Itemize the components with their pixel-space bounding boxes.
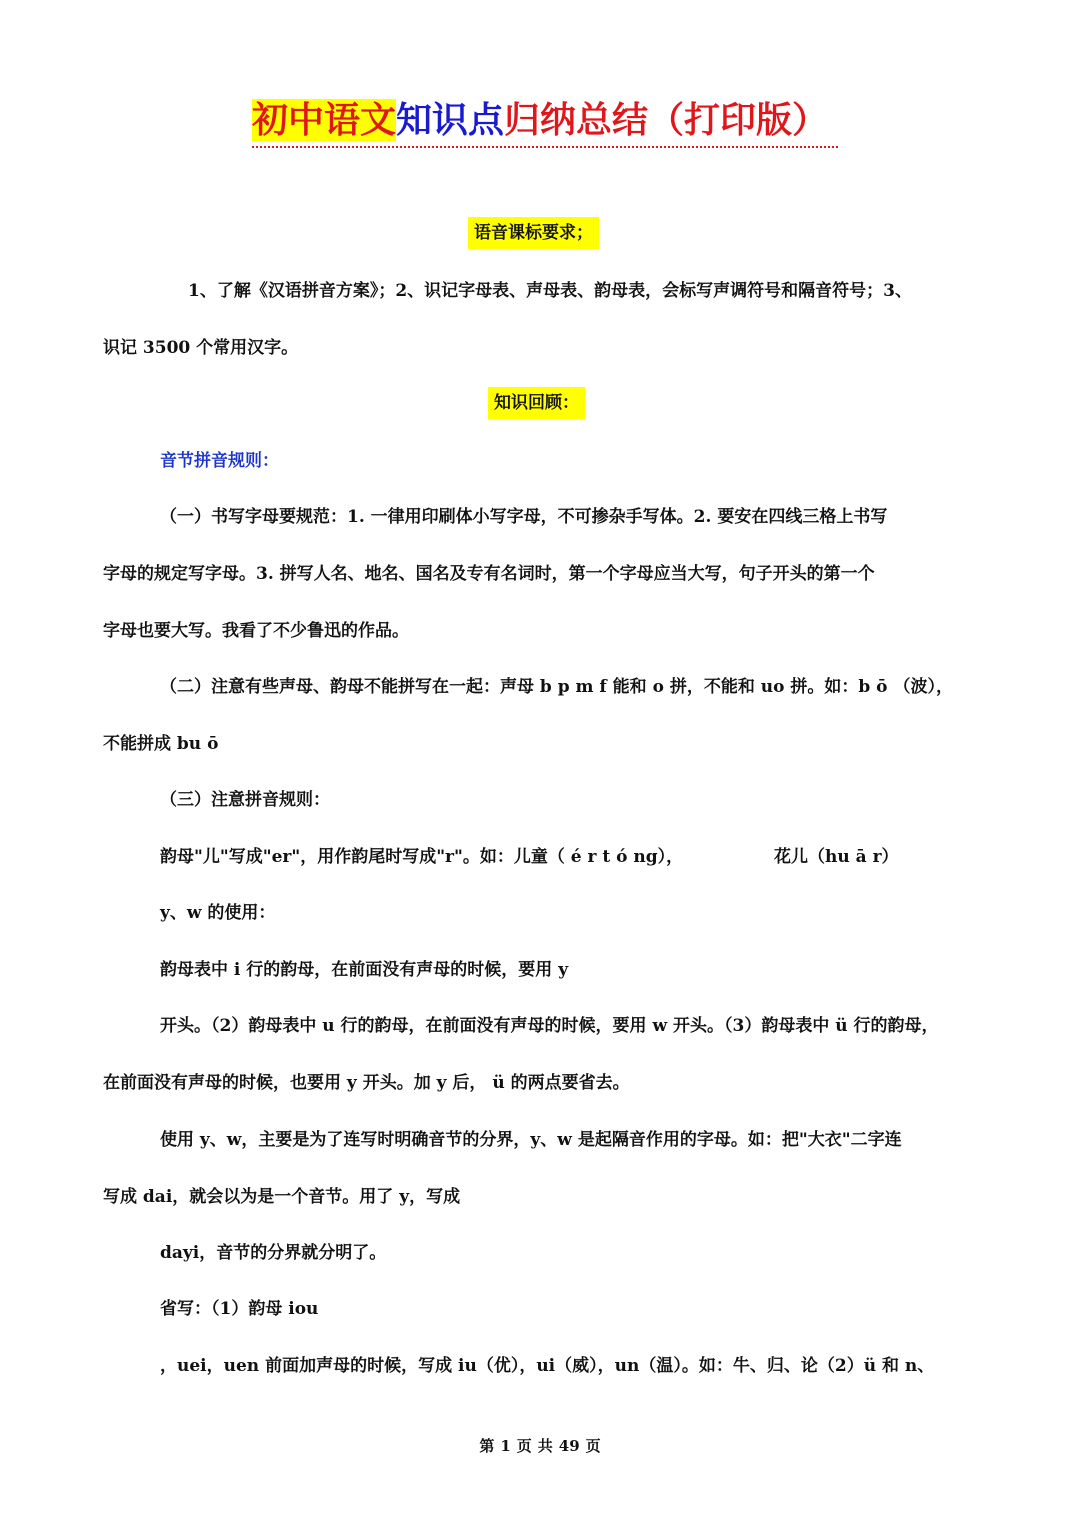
rule-one-line-2: 字母的规定写字母。3. 拼写人名、地名、国名及专有名词时，第一个字母应当大写，句子开头的第一个	[103, 564, 875, 584]
subheading-syllable-rules: 音节拼音规则：	[160, 451, 279, 471]
title-part-2: 知识点	[395, 99, 504, 141]
yw-purpose-line-2: 写成 dai，就会以为是一个音节。用了 y，写成	[103, 1187, 461, 1207]
current-page-number: 1	[500, 1437, 511, 1455]
document-title	[0, 96, 1080, 146]
er-rule-example-2: 花儿（hu ā r）	[774, 847, 899, 867]
yw-rule-line-1: 韵母表中 i 行的韵母，在前面没有声母的时候，要用 y	[160, 960, 569, 980]
omission-line-2: ，uei，uen 前面加声母的时候，写成 iu（优），ui（威），un（温）。如：牛、归、论（2）ü 和 n、	[160, 1356, 935, 1376]
total-page-count: 49	[558, 1437, 580, 1455]
section-heading-review: 知识回顾：	[488, 391, 585, 415]
rule-two-line-2: 不能拼成 bu ō	[103, 734, 219, 754]
rule-two-line-1: （二）注意有些声母、韵母不能拼写在一起：声母 b p m f 能和 o 拼，不能和 uo 拼。如：b ō （波），	[160, 677, 953, 697]
title-part-1: 初中语文	[251, 99, 396, 141]
er-rule-example: 韵母"儿"写成"er"，用作韵尾时写成"r"。如：儿童（ é r t ó ng），	[160, 847, 684, 867]
yw-purpose-line-3: dayi，音节的分界就分明了。	[160, 1243, 387, 1263]
omission-line-1: 省写：（1）韵母 iou	[160, 1299, 319, 1319]
rule-three-heading: （三）注意拼音规则：	[160, 790, 330, 810]
yw-rule-line-2: 开头。（2）韵母表中 u 行的韵母，在前面没有声母的时候，要用 w 开头。（3）韵母表中 ü 行的韵母，	[160, 1016, 939, 1036]
yw-rule-line-3: 在前面没有声母的时候，也要用 y 开头。加 y 后， ü 的两点要省去。	[103, 1073, 630, 1093]
yw-usage-heading: y、w 的使用：	[160, 903, 276, 923]
rule-one-line-1: （一）书写字母要规范：1. 一律用印刷体小写字母，不可掺杂手写体。2. 要安在四线三格上书写	[160, 507, 888, 527]
paragraph-requirements-line-1: 1、了解《汉语拼音方案》；2、识记字母表、声母表、韵母表，会标写声调符号和隔音符号；3、	[188, 281, 912, 301]
title-underline	[252, 146, 838, 148]
rule-one-line-3: 字母也要大写。我看了不少鲁迅的作品。	[103, 621, 409, 641]
yw-purpose-line-1: 使用 y、w，主要是为了连写时明确音节的分界，y、w 是起隔音作用的字母。如：把"大衣"二字连	[160, 1130, 902, 1150]
section-heading-standards: 语音课标要求；	[468, 221, 599, 245]
paragraph-requirements-line-2: 识记 3500 个常用汉字。	[103, 338, 299, 358]
page-footer: 第 1 页 共 49 页	[479, 1437, 601, 1455]
title-part-3: 归纳总结（打印版）	[504, 99, 829, 141]
